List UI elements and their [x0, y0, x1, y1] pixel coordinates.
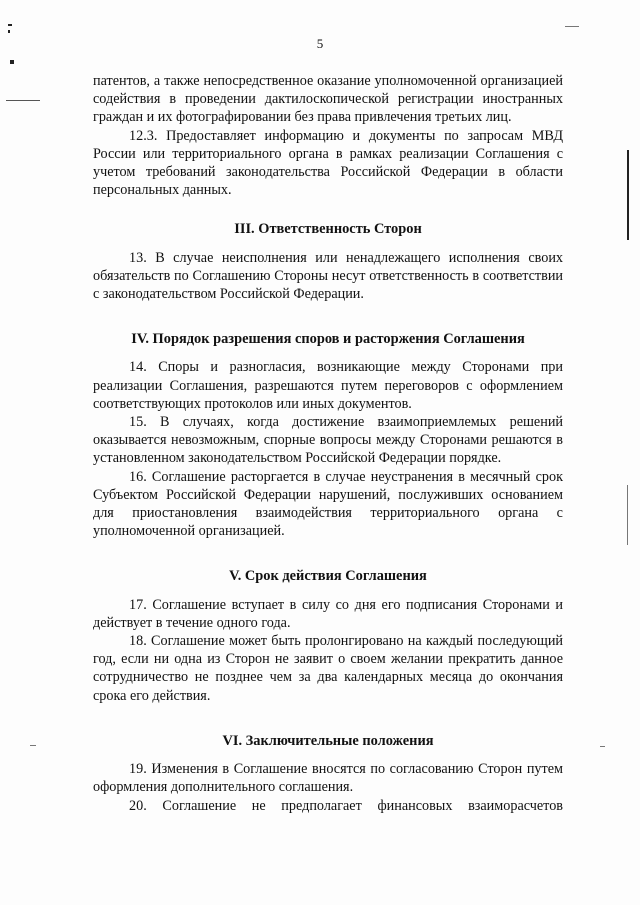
- section-4-heading: IV. Порядок разрешения споров и расторжения Соглашения: [131, 331, 525, 348]
- paragraph-18: 18. Соглашение может быть пролонгировано на каждый последующий год, если ни одна из Сторон не заявит о своем желании прекратить данное сотрудничество не позднее чем за два календарных месяца до окончания срока его действия.: [93, 633, 563, 704]
- scan-mark: [565, 26, 579, 27]
- section-5-heading: V. Срок действия Соглашения: [229, 568, 427, 585]
- scan-mark: [627, 485, 628, 545]
- paragraph-16: 16. Соглашение расторгается в случае неустранения в месячный срок Субъектом Российской Федерации нарушений, послуживших основанием для приостановления взаимодействия территориального органа с уполномоченной организацией.: [93, 468, 563, 540]
- paragraph-17: 17. Соглашение вступает в силу со дня его подписания Сторонами и действует в течение одного года.: [93, 596, 563, 631]
- scan-mark: [600, 746, 605, 747]
- document-body: [93, 72, 563, 815]
- paragraph-13: 13. В случае неисполнения или ненадлежащего исполнения своих обязательств по Соглашению Стороны несут ответственность в соответствии с законодательством Российской Федерации.: [93, 249, 563, 303]
- scan-mark: [10, 60, 14, 64]
- paragraph-15: 15. В случаях, когда достижение взаимоприемлемых решений оказывается невозможным, спорные вопросы между Сторонами решаются в установленном законодательством Российской Федерации порядке.: [93, 414, 563, 467]
- paragraph-20: 20. Соглашение не предполагает финансовых взаиморасчетов: [129, 797, 563, 814]
- page-number: 5: [316, 36, 324, 51]
- paragraph-12-3: 12.3. Предоставляет информацию и документы по запросам МВД России или территориального органа в рамках реализации Соглашения с учетом требований законодательства Российской Федерации в области персональных данных.: [93, 127, 563, 199]
- section-6-heading: VI. Заключительные положения: [222, 732, 434, 749]
- scan-mark: [6, 100, 40, 101]
- scan-mark: [8, 24, 12, 26]
- scan-mark: [627, 150, 629, 240]
- scan-mark: [8, 30, 10, 33]
- paragraph-14: 14. Споры и разногласия, возникающие между Сторонами при реализации Соглашения, разрешаются путем переговоров с оформлением соответствующих протоколов или иных документов.: [93, 359, 563, 412]
- paragraph-continuation: патентов, а также непосредственное оказание уполномоченной организацией содействия в проведении дактилоскопической регистрации иностранных граждан и их фотографировании без права привлечения третьих лиц.: [93, 73, 563, 126]
- section-3-heading: III. Ответственность Сторон: [234, 221, 422, 238]
- scan-mark: [30, 745, 36, 746]
- paragraph-19: 19. Изменения в Соглашение вносятся по согласованию Сторон путем оформления дополнительного соглашения.: [93, 761, 563, 796]
